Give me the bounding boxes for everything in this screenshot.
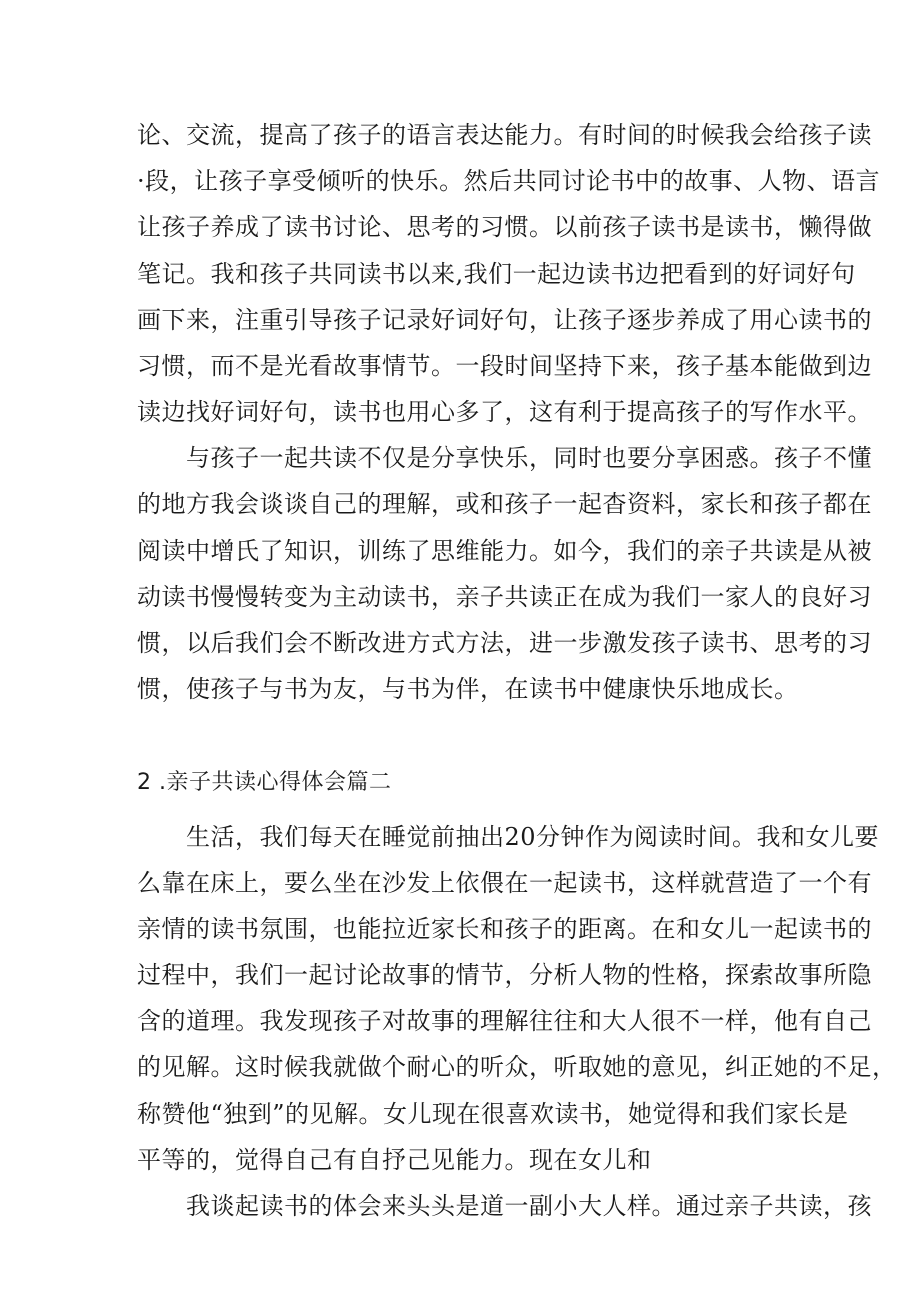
paragraph-line: 生活，我们每天在睡觉前抽出20分钟作为阅读时间。我和女儿要	[137, 823, 880, 851]
paragraph-line: 我谈起读书的体会来头头是道一副小大人样。通过亲子共读，孩	[137, 1192, 872, 1220]
paragraph-line: 含的道理。我发现孩子对故事的理解往往和大人很不一样，他有自己	[137, 1007, 872, 1035]
paragraph-line: 画下来，注重引导孩子记录好词好句，让孩子逐步养成了用心读书的	[137, 306, 872, 334]
paragraph-line: 与孩子一起共读不仅是分享快乐，同时也要分享困惑。孩子不懂	[137, 444, 872, 472]
section-heading: 2 .亲子共读心得体会篇二	[137, 770, 392, 795]
paragraph-line: 么靠在床上，要么坐在沙发上依偎在一起读书，这样就营造了一个有	[137, 869, 872, 897]
paragraph-line: 的见解。这时候我就做个耐心的听众，听取她的意见，纠正她的不足，	[137, 1053, 897, 1081]
paragraph-line: 阅读中增氏了知识，训练了思维能力。如今，我们的亲子共读是从被	[137, 537, 872, 565]
paragraph-line: 动读书慢慢转变为主动读书，亲子共读正在成为我们一家人的良好习	[137, 583, 872, 611]
paragraph-line: 习惯，而不是光看故事情节。一段时间坚持下来，孩子基本能做到边	[137, 352, 872, 380]
paragraph-line: 称赞他“独到”的见解。女儿现在很喜欢读书，她觉得和我们家长是	[137, 1100, 849, 1128]
paragraph-line: 过程中，我们一起讨论故事的情节，分析人物的性格，探索故事所隐	[137, 961, 872, 989]
paragraph-line: 读边找好词好句，读书也用心多了，这有利于提高孩子的写作水平。	[137, 398, 872, 426]
paragraph-line: 让孩子养成了读书讨论、思考的习惯。以前孩子读书是读书，懒得做	[137, 213, 872, 241]
paragraph-line: ·段，让孩子享受倾听的快乐。然后共同讨论书中的故事、人物、语言	[137, 167, 881, 195]
paragraph-line: 论、交流，提高了孩子的语言表达能力。有时间的时候我会给孩子读	[137, 121, 872, 149]
paragraph-line: 笔记。我和孩子共同读书以来,我们一起边读书边把看到的好词好句	[137, 260, 856, 288]
paragraph-line: 惯，使孩子与书为友，与书为伴，在读书中健康快乐地成长。	[137, 675, 799, 703]
paragraph-line: 亲情的读书氛围，也能拉近家长和孩子的距离。在和女儿一起读书的	[137, 915, 872, 943]
paragraph-line: 平等的，觉得自己有自抒己见能力。现在女儿和	[137, 1146, 652, 1174]
paragraph-line: 的地方我会谈谈自己的理解，或和孩子一起杳资料，家长和孩子都在	[137, 490, 872, 518]
paragraph-line: 惯，以后我们会不断改进方式方法，进一步激发孩子读书、思考的习	[137, 629, 872, 657]
